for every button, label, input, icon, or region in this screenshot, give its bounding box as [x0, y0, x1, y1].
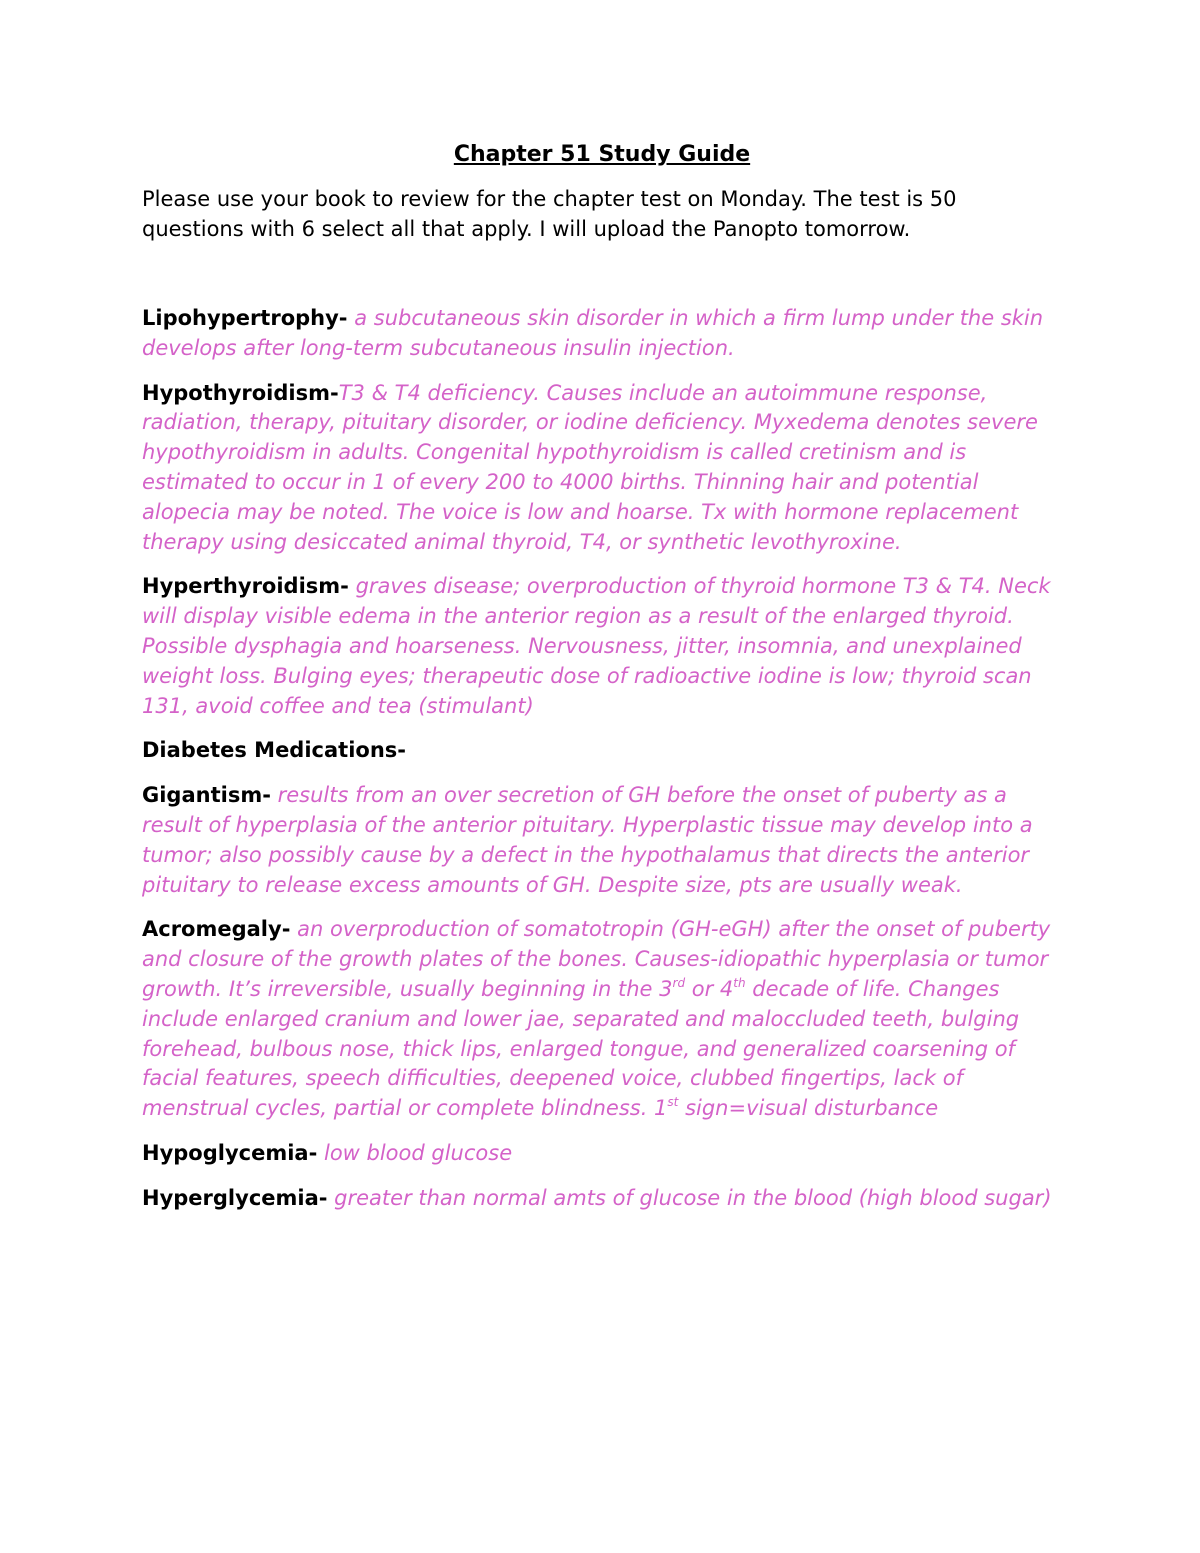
definition-acromegaly-part1: an overproduction of somatotropin (GH-eGH) after the onset of puberty and closure of the growth plates of the bones. Causes-idiopathic hyperplasia or tumor growth. It’s irreversible, usually beginning in the 3: [142, 917, 1051, 1001]
definition-acromegaly: [142, 917, 1050, 1120]
entry-lipohypertrophy: [142, 304, 1062, 364]
term-hyperthyroidism: Hyperthyroidism-: [142, 574, 349, 599]
document-page: [142, 140, 1062, 1229]
superscript-st: st: [667, 1095, 679, 1110]
entry-diabetes-medications: [142, 736, 1062, 766]
document-title: Chapter 51 Study Guide: [453, 142, 751, 167]
entry-hyperthyroidism: [142, 572, 1062, 721]
term-hypoglycemia: Hypoglycemia-: [142, 1140, 318, 1165]
term-hyperglycemia: Hyperglycemia-: [142, 1185, 328, 1210]
entry-acromegaly: [142, 915, 1062, 1124]
entry-hyperglycemia: [142, 1184, 1062, 1214]
definition-gigantism: results from an over secretion of GH before the onset of puberty as a result of hyperplasia of the anterior pituitary. Hyperplastic tissue may develop into a tumor; also possibly cause by a defect in the hypothalamus that directs the anterior pituitary to release excess amounts of GH. Despite size, pts are usually weak.: [142, 783, 1033, 897]
spacer: [142, 244, 1062, 304]
term-hypothyroidism: Hypothyroidism-: [142, 380, 339, 405]
entry-hypothyroidism: [142, 379, 1062, 558]
term-acromegaly: Acromegaly-: [142, 917, 291, 942]
term-gigantism: Gigantism-: [142, 783, 271, 808]
definition-acromegaly-part2: or 4: [685, 976, 734, 1001]
definition-hyperthyroidism: graves disease; overproduction of thyroid hormone T3 & T4. Neck will display visible edema in the anterior region as a result of the enlarged thyroid. Possible dysphagia and hoarseness. Nervousness, jitter, insomnia, and unexplained weight loss. Bulging eyes; therapeutic dose of radioactive iodine is low; thyroid scan 131, avoid coffee and tea (stimulant): [142, 574, 1051, 718]
entry-hypoglycemia: [142, 1139, 1062, 1169]
definition-hypoglycemia: low blood glucose: [317, 1140, 513, 1165]
definition-hyperglycemia: greater than normal amts of glucose in the blood (high blood sugar): [327, 1185, 1052, 1210]
term-lipohypertrophy: Lipohypertrophy-: [142, 306, 348, 330]
definition-acromegaly-part3: decade of life. Changes include enlarged cranium and lower jae, separated and maloccluded teeth, bulging forehead, bulbous nose, thick lips, enlarged tongue, and generalized coarsening of facial features, speech difficulties, deepened voice, clubbed fingertips, lack of menstrual cycles, partial or complete blindness. 1: [142, 976, 1020, 1121]
superscript-th: th: [733, 975, 746, 990]
intro-paragraph: Please use your book to review for the chapter test on Monday. The test is 50 questions with 6 select all that apply. I will upload the Panopto tomorrow.: [142, 187, 957, 241]
superscript-rd: rd: [672, 975, 686, 990]
term-diabetes-medications: Diabetes Medications-: [142, 738, 406, 763]
definition-lipohypertrophy: a subcutaneous skin disorder in which a firm lump under the skin develops after long-term subcutaneous insulin injection.: [142, 306, 1044, 360]
definition-hypothyroidism: T3 & T4 deficiency. Causes include an autoimmune response, radiation, therapy, pituitary disorder, or iodine deficiency. Myxedema denotes severe hypothyroidism in adults. Congenital hypothyroidism is called cretinism and is estimated to occur in 1 of every 200 to 4000 births. Thinning hair and potential alopecia may be noted. The voice is low and hoarse. Tx with hormone replacement therapy using desiccated animal thyroid, T4, or synthetic levothyroxine.: [142, 380, 1038, 554]
definition-acromegaly-part4: sign=visual disturbance: [678, 1096, 939, 1121]
entry-gigantism: [142, 781, 1062, 900]
